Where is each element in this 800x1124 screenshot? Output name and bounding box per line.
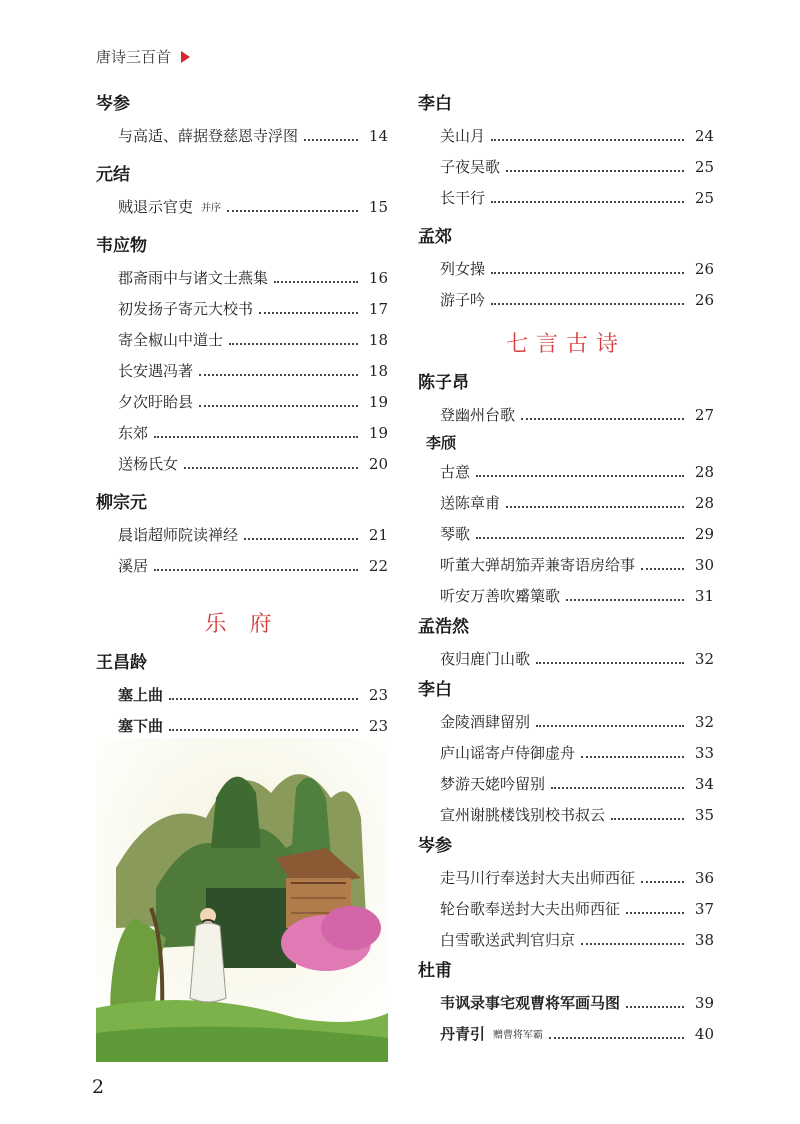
leader-dots — [259, 312, 358, 314]
author-heading: 岑参 — [96, 94, 130, 114]
poem-title: 初发扬子寄元大校书 — [118, 300, 254, 318]
page-ref: 32 — [694, 649, 714, 668]
leader-dots — [227, 210, 358, 212]
leader-dots — [641, 881, 684, 883]
poem-title: 塞上曲 — [118, 686, 164, 704]
leader-dots — [581, 756, 684, 758]
toc-entry[interactable] — [418, 706, 714, 737]
author-heading: 陈子昂 — [418, 373, 469, 393]
page-ref: 20 — [368, 454, 388, 473]
page-ref: 19 — [368, 392, 388, 411]
page-ref: 27 — [694, 405, 714, 424]
toc-entry[interactable] — [418, 253, 714, 284]
leader-dots — [521, 418, 684, 420]
page-ref: 32 — [694, 712, 714, 731]
poem-title: 送杨氏女 — [118, 455, 179, 473]
leader-dots — [169, 729, 358, 731]
author-heading: 杜甫 — [418, 961, 452, 981]
page-ref: 23 — [368, 716, 388, 735]
leader-dots — [199, 405, 358, 407]
toc-entry[interactable] — [96, 710, 388, 741]
poem-title: 贼退示官吏 — [118, 198, 194, 216]
author-heading: 李颀 — [426, 434, 457, 452]
leader-dots — [581, 943, 684, 945]
author-heading: 柳宗元 — [96, 493, 147, 513]
section-heading-yuefu: 乐 府 — [204, 612, 280, 637]
toc-entry[interactable] — [418, 549, 714, 580]
poem-title: 登幽州台歌 — [440, 406, 516, 424]
leader-dots — [566, 599, 684, 601]
toc-entry[interactable] — [418, 862, 714, 893]
leader-dots — [626, 912, 684, 914]
page-ref: 16 — [368, 268, 388, 287]
poem-title: 长安遇冯著 — [118, 362, 194, 380]
leader-dots — [491, 201, 684, 203]
author-heading: 王昌龄 — [96, 653, 147, 673]
poem-title: 郡斋雨中与诸文士燕集 — [118, 269, 269, 287]
author-heading: 岑参 — [418, 836, 452, 856]
leader-dots — [641, 568, 684, 570]
page-ref: 22 — [368, 556, 388, 575]
leader-dots — [476, 537, 684, 539]
author-heading: 孟浩然 — [418, 617, 469, 637]
toc-entry[interactable] — [418, 924, 714, 955]
page-ref: 23 — [368, 685, 388, 704]
poem-title: 听董大弹胡笳弄兼寄语房给事 — [440, 556, 636, 574]
toc-entry[interactable] — [418, 768, 714, 799]
book-title: 唐诗三百首 — [96, 48, 172, 66]
toc-entry[interactable] — [418, 799, 714, 830]
page-ref: 18 — [368, 361, 388, 380]
leader-dots — [536, 725, 684, 727]
page-ref: 25 — [694, 188, 714, 207]
leader-dots — [611, 818, 684, 820]
toc-entry[interactable] — [96, 679, 388, 710]
page-ref: 18 — [368, 330, 388, 349]
leader-dots — [199, 374, 358, 376]
page-ref: 17 — [368, 299, 388, 318]
toc-right-column — [418, 88, 714, 1049]
play-triangle-icon — [181, 51, 190, 63]
toc-entry[interactable] — [418, 487, 714, 518]
page-ref: 15 — [368, 197, 388, 216]
poem-title: 琴歌 — [440, 525, 471, 543]
page-ref: 36 — [694, 868, 714, 887]
page-ref: 21 — [368, 525, 388, 544]
toc-entry[interactable] — [96, 550, 388, 581]
leader-dots — [154, 436, 358, 438]
page-ref: 26 — [694, 290, 714, 309]
toc-entry[interactable] — [418, 987, 714, 1018]
page-ref: 28 — [694, 462, 714, 481]
poem-title: 列女操 — [440, 260, 486, 278]
leader-dots — [184, 467, 358, 469]
leader-dots — [506, 170, 684, 172]
poem-title: 关山月 — [440, 127, 486, 145]
poem-title: 庐山谣寄卢侍御虚舟 — [440, 744, 576, 762]
page-number: 2 — [92, 1076, 105, 1098]
toc-entry[interactable] — [96, 355, 388, 386]
leader-dots — [154, 569, 358, 571]
leader-dots — [536, 662, 684, 664]
page-ref: 37 — [694, 899, 714, 918]
toc-entry[interactable] — [418, 1018, 714, 1049]
page-ref: 35 — [694, 805, 714, 824]
poem-title: 丹青引 — [440, 1025, 486, 1043]
toc-entry[interactable] — [418, 456, 714, 487]
page-ref: 33 — [694, 743, 714, 762]
poem-title: 送陈章甫 — [440, 494, 501, 512]
leader-dots — [491, 303, 684, 305]
page-ref: 34 — [694, 774, 714, 793]
poem-title: 古意 — [440, 463, 471, 481]
poem-title: 晨诣超师院读禅经 — [118, 526, 239, 544]
poem-title: 走马川行奉送封大夫出师西征 — [440, 869, 636, 887]
author-heading: 韦应物 — [96, 236, 147, 256]
toc-entry[interactable] — [96, 417, 388, 448]
leader-dots — [506, 506, 684, 508]
toc-entry[interactable] — [418, 643, 714, 674]
page-ref: 31 — [694, 586, 714, 605]
leader-dots — [626, 1006, 684, 1008]
poem-title: 寄全椒山中道士 — [118, 331, 224, 349]
leader-dots — [304, 139, 358, 141]
poem-title: 轮台歌奉送封大夫出师西征 — [440, 900, 621, 918]
poem-title: 塞下曲 — [118, 717, 164, 735]
page-ref: 30 — [694, 555, 714, 574]
leader-dots — [169, 698, 358, 700]
toc-left-column — [96, 88, 388, 741]
toc-entry[interactable] — [96, 324, 388, 355]
page-ref: 14 — [368, 126, 388, 145]
poem-title: 梦游天姥吟留别 — [440, 775, 546, 793]
poem-note: 赠曹将军霸 — [493, 1030, 544, 1041]
author-heading: 李白 — [418, 94, 452, 114]
toc-entry[interactable] — [96, 120, 388, 151]
toc-entry[interactable] — [418, 893, 714, 924]
poem-note: 并序 — [201, 203, 222, 214]
page-ref: 29 — [694, 524, 714, 543]
toc-entry[interactable] — [418, 120, 714, 151]
poem-title: 宣州谢朓楼饯别校书叔云 — [440, 806, 606, 824]
poem-title: 与高适、薛据登慈恩寺浮图 — [118, 127, 299, 145]
poem-title: 夜归鹿门山歌 — [440, 650, 531, 668]
running-header — [96, 46, 190, 67]
leader-dots — [476, 475, 684, 477]
poem-title: 子夜吴歌 — [440, 158, 501, 176]
leader-dots — [491, 139, 684, 141]
poem-title: 游子吟 — [440, 291, 486, 309]
section-heading-qiyan-gushi: 七言古诗 — [505, 332, 626, 357]
page-ref: 28 — [694, 493, 714, 512]
toc-entry[interactable] — [418, 518, 714, 549]
leader-dots — [229, 343, 358, 345]
poem-title: 白雪歌送武判官归京 — [440, 931, 576, 949]
leader-dots — [551, 787, 684, 789]
toc-entry[interactable] — [96, 519, 388, 550]
leader-dots — [549, 1037, 684, 1039]
toc-entry[interactable] — [96, 293, 388, 324]
author-heading: 元结 — [96, 165, 130, 185]
toc-entry[interactable] — [96, 262, 388, 293]
toc-entry[interactable] — [418, 580, 714, 611]
toc-entry[interactable] — [418, 151, 714, 182]
toc-entry[interactable] — [418, 182, 714, 213]
poem-title: 听安万善吹觱篥歌 — [440, 587, 561, 605]
toc-entry[interactable] — [96, 448, 388, 479]
page-ref: 40 — [694, 1024, 714, 1043]
author-heading: 李白 — [418, 680, 452, 700]
poem-title: 溪居 — [118, 557, 149, 575]
toc-entry[interactable] — [96, 191, 388, 222]
leader-dots — [491, 272, 684, 274]
toc-entry[interactable] — [418, 284, 714, 315]
landscape-illustration — [96, 738, 388, 1062]
poem-title: 夕次盱眙县 — [118, 393, 194, 411]
page-ref: 24 — [694, 126, 714, 145]
toc-entry[interactable] — [418, 737, 714, 768]
page-ref: 38 — [694, 930, 714, 949]
page-ref: 26 — [694, 259, 714, 278]
page-ref: 39 — [694, 993, 714, 1012]
poem-title: 金陵酒肆留别 — [440, 713, 531, 731]
leader-dots — [274, 281, 358, 283]
poem-title: 长干行 — [440, 189, 486, 207]
poem-title: 韦讽录事宅观曹将军画马图 — [440, 994, 621, 1012]
leader-dots — [244, 538, 358, 540]
toc-entry[interactable] — [418, 399, 714, 430]
author-heading: 孟郊 — [418, 227, 452, 247]
poem-title: 东郊 — [118, 424, 149, 442]
page-ref: 19 — [368, 423, 388, 442]
page-ref: 25 — [694, 157, 714, 176]
toc-entry[interactable] — [96, 386, 388, 417]
